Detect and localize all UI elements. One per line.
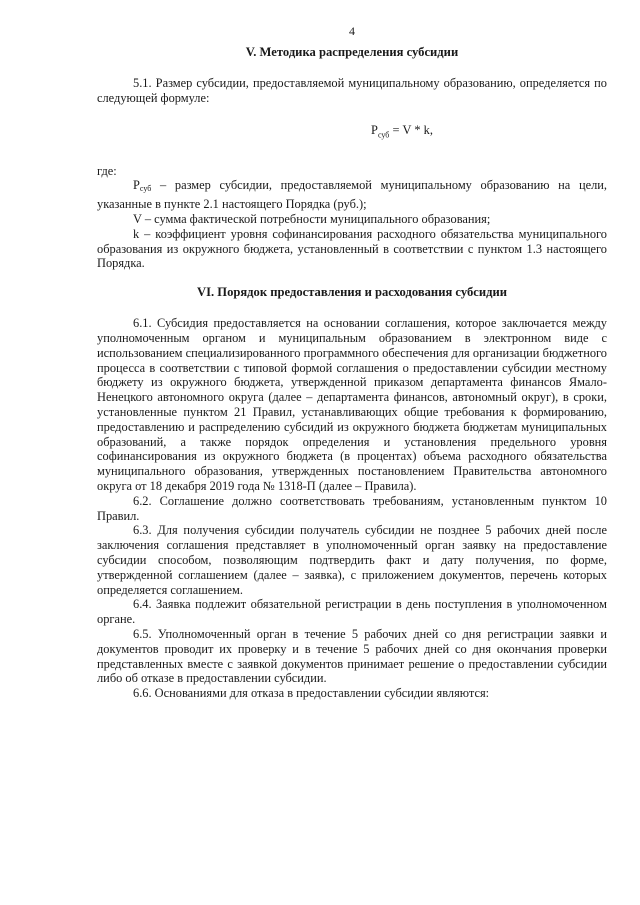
paragraph-6-3: 6.3. Для получения субсидии получатель субсидии не позднее 5 рабочих дней после заключения соглашения представляет в уполномоченный орган заявку на предоставление субсидии способом, позволяющим подтвердить факт и дату получения, по форме, утвержденной соглашением (далее – заявка), с приложением документов, перечень которых определяется соглашением. <box>97 523 607 597</box>
section-5-title: V. Методика распределения субсидии <box>245 44 459 59</box>
paragraph-5-1: 5.1. Размер субсидии, предоставляемой муниципальному образованию, определяется по следующей формуле: <box>97 75 607 105</box>
page-number: 4 <box>349 24 355 38</box>
paragraph-6-4: 6.4. Заявка подлежит обязательной регистрации в день поступления в уполномоченном органе. <box>97 597 607 627</box>
paragraph-6-5: 6.5. Уполномоченный орган в течение 5 рабочих дней со дня регистрации заявки и документов проводит их проверку и в течение 5 рабочих дней со дня окончания проверки представленных вместе с заявкой документов принимает решение о предоставлении субсидии либо об отказе в предоставлении субсидии. <box>97 626 607 686</box>
definition-p-symbol: P <box>133 178 140 193</box>
document-page <box>97 24 607 701</box>
definition-v: V – сумма фактической потребности муниципального образования; <box>133 212 491 227</box>
formula-symbol: P <box>371 123 378 138</box>
definition-p-subscript: суб <box>139 184 152 194</box>
paragraph-6-1: 6.1. Субсидия предоставляется на основании соглашения, которое заключается между уполномоченным органом и муниципальным образованием в электронном виде с использованием специализированного программного обеспечения для организации бюджетного процесса в соответствии с типовой формой соглашения о предоставлении субсидии местному бюджету из окружного бюджета, утвержденной приказом департамента финансов Ямало-Ненецкого автономного округа (далее – департамента финансов, автономный округ), в сроки, установленные пунктом 21 Правил, устанавливающих общие требования к формированию, предоставлению и распределению субсидий из окружного бюджета бюджетам муниципальных образований, а также порядок определения и установления предельного уровня софинансирования из окружного бюджета (в процентах) объема расходного обязательства муниципального образования, утвержденных постановлением Правительства автономного округа от 18 декабря 2019 года № 1318-П (далее – Правила). <box>97 316 607 493</box>
paragraph-6-6: 6.6. Основаниями для отказа в предоставлении субсидии являются: <box>133 686 490 701</box>
paragraph-6-2: 6.2. Соглашение должно соответствовать требованиям, установленным пунктом 10 Правил. <box>97 493 607 523</box>
definition-p-text: – размер субсидии, предоставляемой муниципальному образованию на цели, указанные в пункте 2.1 настоящего Порядка (руб.); <box>97 178 607 212</box>
formula-rest: = V * k, <box>389 123 433 138</box>
section-6-title: VI. Порядок предоставления и расходования субсидии <box>196 285 507 300</box>
definition-k: k – коэффициент уровня софинансирования расходного обязательства муниципального образования из окружного бюджета, установленный в соответствии с пунктом 1.3 настоящего Порядка. <box>97 226 607 271</box>
where-label: где: <box>97 163 117 178</box>
formula-subscript: суб <box>377 130 390 140</box>
formula <box>97 123 607 143</box>
definition-p-sub <box>97 178 607 212</box>
